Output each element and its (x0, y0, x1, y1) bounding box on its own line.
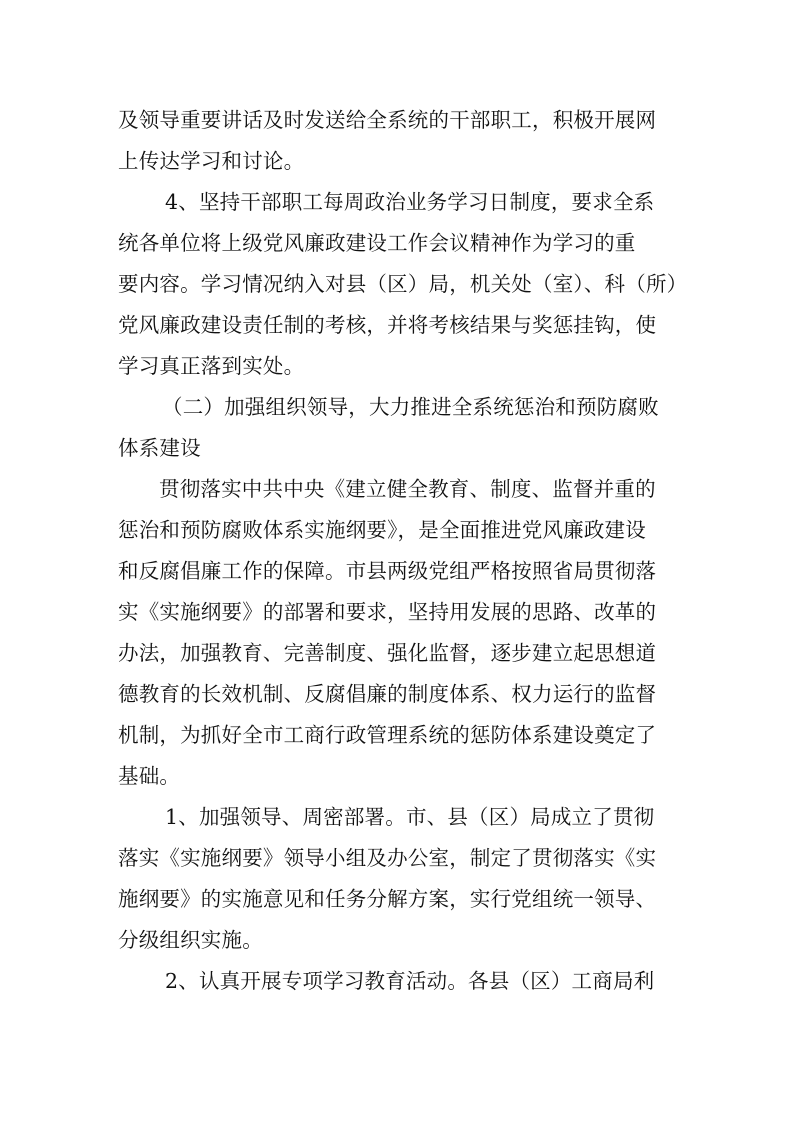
text-line: 1、加强领导、周密部署。市、县（区）局成立了贯彻 (165, 805, 655, 829)
text-line: 要内容。学习情况纳入对县（区）局，机关处（室）、科（所） (118, 272, 688, 296)
text-line: 和反腐倡廉工作的保障。市县两级党组严格按照省局贯彻落 (118, 559, 657, 583)
text-line: 实《实施纲要》的部署和要求，坚持用发展的思路、改革的 (118, 600, 657, 624)
text-line: 办法，加强教育、完善制度、强化监督，逐步建立起思想道 (118, 641, 657, 665)
text-line: 贯彻落实中共中央《建立健全教育、制度、监督并重的 (159, 477, 656, 501)
text-line: 落实《实施纲要》领导小组及办公室，制定了贯彻落实《实 (118, 846, 657, 870)
section-heading-continued: 体系建设 (118, 436, 201, 460)
document-body (118, 100, 688, 1002)
text-line: 4、坚持干部职工每周政治业务学习日制度，要求全系 (165, 190, 655, 214)
text-line: 上传达学习和讨论。 (118, 149, 305, 173)
text-line: 德教育的长效机制、反腐倡廉的制度体系、权力运行的监督 (118, 682, 657, 706)
text-line: 分级组织实施。 (118, 928, 263, 952)
text-line: 基础。 (118, 764, 181, 788)
text-line: 机制，为抓好全市工商行政管理系统的惩防体系建设奠定了 (118, 723, 657, 747)
text-line: 2、认真开展专项学习教育活动。各县（区）工商局利 (165, 969, 655, 993)
text-line: 惩治和预防腐败体系实施纲要》，是全面推进党风廉政建设 (118, 518, 646, 542)
text-line: 学习真正落到实处。 (118, 354, 305, 378)
text-line: 党风廉政建设责任制的考核，并将考核结果与奖惩挂钩，使 (118, 313, 657, 337)
text-line: 及领导重要讲话及时发送给全系统的干部职工，积极开展网 (118, 108, 657, 132)
text-line: 统各单位将上级党风廉政建设工作会议精神作为学习的重 (118, 231, 636, 255)
section-heading: （二）加强组织领导，大力推进全系统惩治和预防腐败 (162, 395, 659, 419)
text-line: 施纲要》的实施意见和任务分解方案，实行党组统一领导、 (118, 887, 657, 911)
